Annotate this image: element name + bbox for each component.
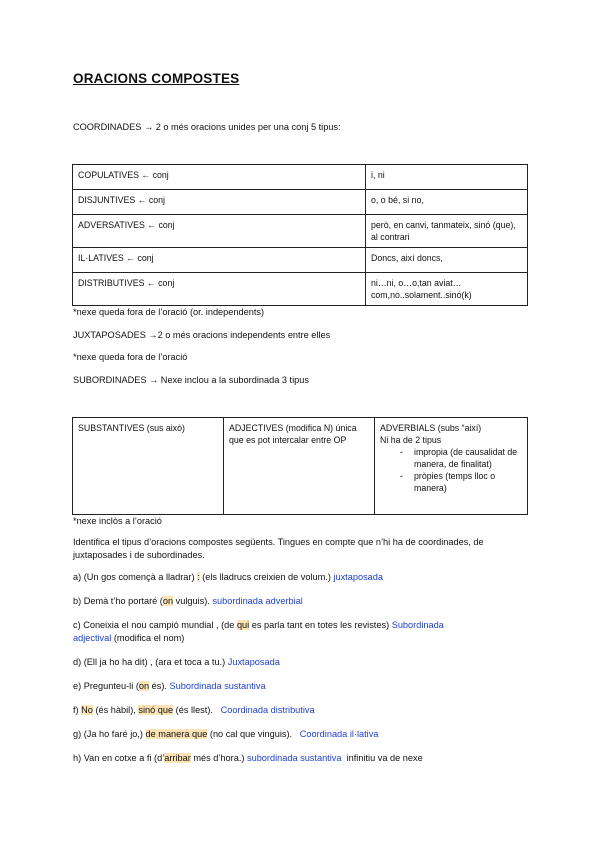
table-row	[73, 190, 528, 215]
coordinades-intro: COORDINADES → 2 o més oracions unides per una conj 5 tipus:	[73, 122, 341, 132]
exercise-text: c) Coneixia el nou campió mundial , (de	[73, 620, 237, 630]
exercise-text: (modifica el nom)	[111, 633, 185, 643]
exercise-text: vulguis).	[173, 596, 213, 606]
exercise-g	[73, 729, 378, 739]
exercise-c	[73, 620, 444, 630]
answer: Coordinada distributiva	[220, 705, 315, 715]
conj-cell: però, en canvi, tanmateix, sinó (que), al contrari	[366, 215, 528, 248]
exercise-e	[73, 681, 266, 691]
coordinades-table	[72, 164, 528, 306]
adjectives-cell: ADJECTIVES (modifica N) única que es pot intercalar entre OP	[224, 418, 375, 515]
answer: adjectival	[73, 633, 112, 643]
adverbials-title: ADVERBIALS (subs “així)	[380, 423, 482, 433]
connector-highlight: qui	[236, 620, 250, 630]
type-cell: IL·LATIVES ← conj	[73, 248, 366, 273]
list-item: - pròpies (temps lloc o manera)	[404, 470, 522, 494]
answer: subordinada adverbial	[212, 596, 303, 606]
juxtaposades-line: JUXTAPOSADES →2 o més oracions independents entre elles	[73, 330, 331, 340]
adverbials-list	[380, 446, 522, 494]
conj-cell: ni…ni, o…o,tan aviat…com,no..solament..sinó(k)	[366, 273, 528, 306]
exercise-d	[73, 657, 280, 667]
exercise-text: b) Demà t’ho portaré (	[73, 596, 163, 606]
exercise-text: infinitiu va de nexe	[341, 753, 423, 763]
connector-highlight: on	[162, 596, 174, 606]
adverbials-subtitle: Ni ha de 2 tipus	[380, 435, 442, 445]
answer: Subordinada sustantiva	[169, 681, 266, 691]
connector-highlight: :	[197, 572, 200, 582]
answer: Subordinada	[391, 620, 444, 630]
conj-cell: o, o bé, si no,	[366, 190, 528, 215]
exercise-text: (els lladrucs creixien de volum.)	[199, 572, 334, 582]
exercise-text: més d’hora.)	[190, 753, 247, 763]
exercise-text: d) (Ell ja ho ha dit) , (ara et toca a tu.)	[73, 657, 228, 667]
type-cell: DISJUNTIVES ← conj	[73, 190, 366, 215]
adverbials-cell	[375, 418, 528, 515]
list-item: - impropia (de causalidat de manera, de finalitat)	[404, 446, 522, 470]
exercise-text: h) Van en cotxe a fi (d’	[73, 753, 165, 763]
note-fora: *nexe queda fora de l’oració	[73, 352, 188, 362]
exercise-f	[73, 705, 315, 715]
table-row	[73, 165, 528, 190]
exercise-text: a) (Un gos començà a lladrar)	[73, 572, 198, 582]
exercise-text: és).	[149, 681, 170, 691]
connector-highlight: sinó que	[138, 705, 174, 715]
table-row	[73, 273, 528, 306]
connector-highlight: on	[138, 681, 150, 691]
table-row	[73, 248, 528, 273]
instructions: Identifica el tipus d’oracions compostes següents. Tingues en compte que n’hi ha de coordinades, de juxtaposades i de subordinades.	[73, 537, 484, 560]
connector-highlight: arribar	[164, 753, 191, 763]
exercise-text: (no cal que vinguis).	[207, 729, 300, 739]
exercise-text: e) Pregunteu-li (	[73, 681, 139, 691]
answer: Juxtaposada	[227, 657, 280, 667]
answer: subordinada sustantiva	[246, 753, 342, 763]
exercise-a	[73, 572, 383, 582]
exercise-text: (és llest).	[173, 705, 221, 715]
connector-highlight: No	[81, 705, 93, 715]
conj-cell: i, ni	[366, 165, 528, 190]
answer: juxtaposada	[333, 572, 383, 582]
table-row	[73, 215, 528, 248]
exercise-text: es parla tant en totes les revistes)	[249, 620, 392, 630]
exercise-text: g) (Ja ho faré jo,)	[73, 729, 146, 739]
exercise-b	[73, 596, 303, 606]
table-row	[73, 418, 528, 515]
exercise-text: f)	[73, 705, 82, 715]
note-inclos: *nexe inclòs a l’oració	[73, 516, 162, 526]
conj-cell: Doncs, així doncs,	[366, 248, 528, 273]
type-cell: COPULATIVES ← conj	[73, 165, 366, 190]
subordinades-table	[72, 417, 528, 515]
answer: Coordinada il·lativa	[299, 729, 379, 739]
connector-highlight: de manera que	[145, 729, 208, 739]
type-cell: DISTRIBUTIVES ← conj	[73, 273, 366, 306]
substantives-cell: SUBSTANTIVES (sus això)	[73, 418, 224, 515]
exercise-c-cont	[73, 633, 184, 643]
page-title: ORACIONS COMPOSTES	[73, 71, 240, 86]
exercise-text: (és hàbil),	[92, 705, 139, 715]
exercise-h	[73, 753, 423, 763]
subordinades-line: SUBORDINADES → Nexe inclou a la subordinada 3 tipus	[73, 375, 309, 385]
note-independents: *nexe queda fora de l’oració (or. independents)	[73, 307, 265, 317]
type-cell: ADVERSATIVES ← conj	[73, 215, 366, 248]
